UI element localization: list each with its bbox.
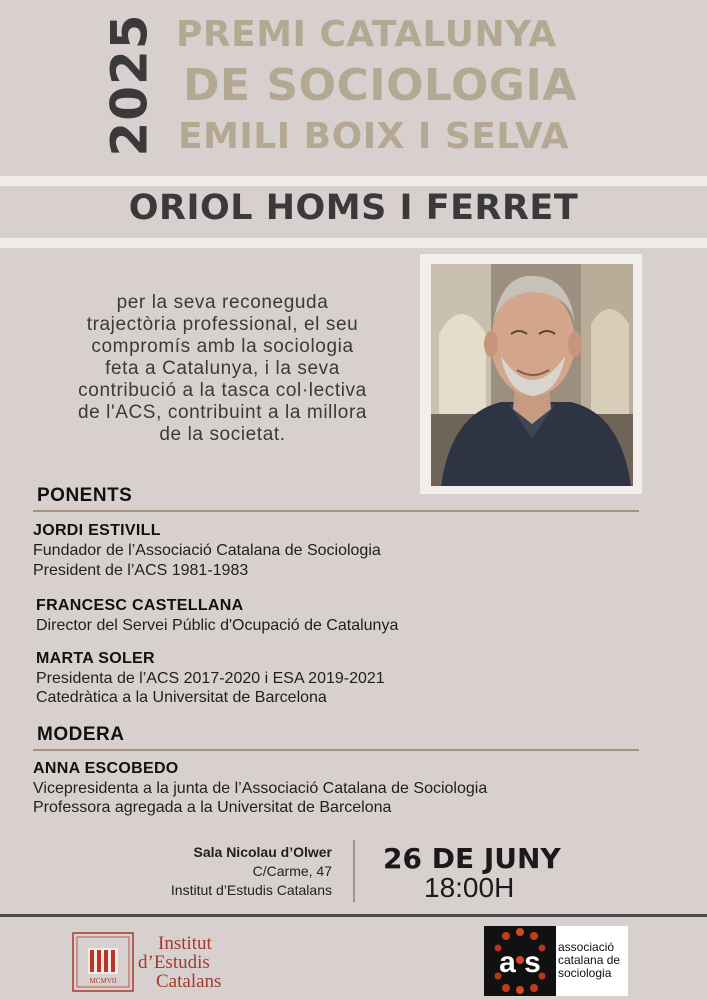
title-line-2: DE SOCIOLOGIA <box>183 60 577 111</box>
citation-line: trajectòria professional, el seu <box>86 314 359 335</box>
event-date: 26 DE JUNY <box>383 842 561 875</box>
portrait-frame <box>420 254 642 494</box>
speaker-role: Fundador de l’Associació Catalana de Sociologia <box>33 542 381 559</box>
iec-seal-icon <box>72 932 134 992</box>
citation-line: per la seva reconeguda <box>116 292 329 313</box>
iec-name-line: Catalans <box>156 971 222 992</box>
modera-heading: MODERA <box>37 724 125 745</box>
moderator-role: Professora agregada a la Universitat de Barcelona <box>33 799 392 816</box>
speaker-role: Catedràtica a la Universitat de Barcelona <box>36 689 327 706</box>
speaker-role: Presidenta de l’ACS 2017-2020 i ESA 2019-2021 <box>36 670 385 687</box>
speaker-name: FRANCESC CASTELLANA <box>36 597 244 614</box>
speaker-name: JORDI ESTIVILL <box>33 522 161 539</box>
citation-line: de la societat. <box>159 424 286 445</box>
moderator-role: Vicepresidenta a la junta de l’Associació Catalana de Sociologia <box>33 780 488 797</box>
modera-rule <box>33 749 639 751</box>
venue-institution: Institut d’Estudis Catalans <box>170 882 332 898</box>
year-vertical <box>100 10 160 160</box>
awardee-name: ORIOL HOMS I FERRET <box>128 188 579 228</box>
portrait-illustration <box>431 264 633 486</box>
iec-name-line: d’Estudis <box>138 952 210 973</box>
portrait-photo <box>431 264 633 486</box>
name-band-bottom <box>0 238 707 248</box>
venue-name: Sala Nicolau d’Olwer <box>193 844 332 860</box>
moderator-name: ANNA ESCOBEDO <box>33 760 179 777</box>
iec-name-line: Institut <box>158 933 212 954</box>
citation-line: contribució a la tasca col·lectiva <box>78 380 367 401</box>
footer-rule <box>0 914 707 917</box>
title-line-3: EMILI BOIX I SELVA <box>178 116 570 157</box>
acs-name-line: catalana de <box>558 953 621 967</box>
year-text: 2025 <box>101 13 160 157</box>
ponents-heading: PONENTS <box>37 485 133 506</box>
name-band-top <box>0 176 707 186</box>
ponents-rule <box>33 510 639 512</box>
citation-line: feta a Catalunya, i la seva <box>105 358 340 379</box>
acs-logo-icon <box>484 926 628 996</box>
acs-mark: a s <box>499 946 541 979</box>
event-time: 18:00H <box>424 872 515 903</box>
speaker-role: Director del Servei Públic d'Ocupació de Catalunya <box>36 617 399 634</box>
speaker-name: MARTA SOLER <box>36 650 155 667</box>
citation <box>30 292 415 446</box>
venue-date-separator <box>353 840 355 902</box>
acs-name-line: associació <box>558 940 615 954</box>
title-line-1: PREMI CATALUNYA <box>176 14 557 55</box>
speaker-role: President de l’ACS 1981-1983 <box>33 562 249 579</box>
citation-line: de l'ACS, contribuint a la millora <box>77 402 368 423</box>
iec-seal-text: MCMVII <box>89 977 117 985</box>
venue-address: C/Carme, 47 <box>252 863 332 879</box>
acs-name-line: sociologia <box>558 966 612 980</box>
citation-line: compromís amb la sociologia <box>91 336 354 357</box>
